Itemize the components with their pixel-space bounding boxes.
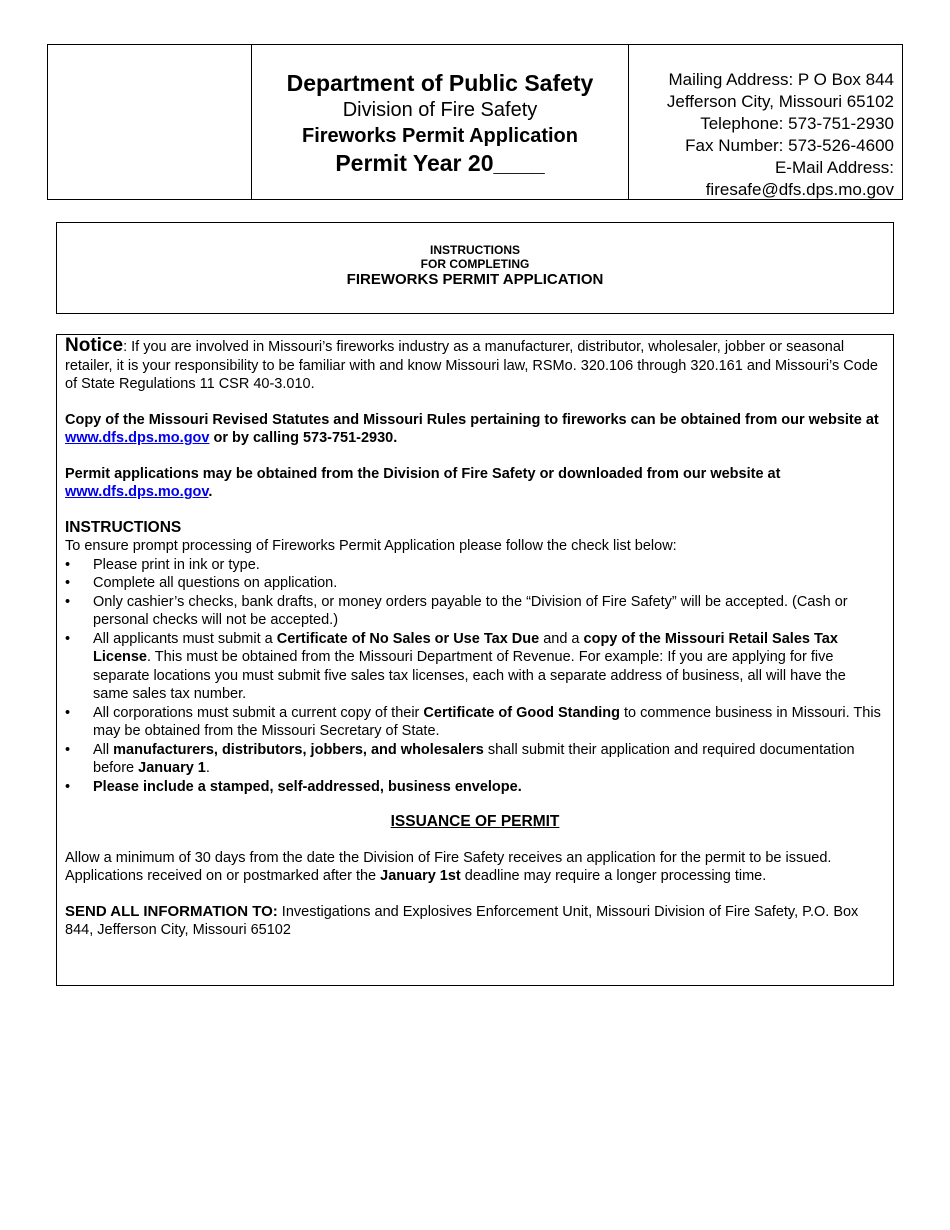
checklist bbox=[65, 556, 885, 797]
send-label: SEND ALL INFORMATION TO: bbox=[65, 902, 278, 920]
issuance-deadline: January 1st bbox=[380, 868, 461, 884]
list-item bbox=[65, 741, 885, 778]
email-address: firesafe@dfs.dps.mo.gov bbox=[705, 180, 894, 199]
form-title: Fireworks Permit Application bbox=[302, 125, 578, 147]
item-text: Only cashier’s checks, bank drafts, or money orders payable to the “Division of Fire Safety” will be accepted. (Cash or personal checks will not be accepted.) bbox=[93, 593, 848, 628]
item-emphasis: copy of the Missouri Retail Sales Tax License bbox=[93, 630, 838, 665]
list-item bbox=[65, 574, 885, 593]
item-text: . bbox=[205, 760, 210, 776]
website-link[interactable]: www.dfs.dps.mo.gov bbox=[65, 430, 210, 446]
item-emphasis: manufacturers, distributors, jobbers, and wholesalers bbox=[113, 741, 484, 758]
item-text: shall submit their application and required documentation before bbox=[93, 741, 855, 776]
list-item bbox=[65, 630, 885, 704]
item-text: Complete all questions on application. bbox=[93, 575, 338, 591]
notice-paragraph bbox=[65, 337, 885, 394]
issuance-paragraph bbox=[65, 849, 885, 886]
item-text: to commence business in Missouri. This may be obtained from the Missouri Secretary of State. bbox=[93, 704, 881, 739]
list-item bbox=[65, 593, 885, 630]
item-text: All corporations must submit a current copy of their bbox=[93, 704, 424, 721]
issuance-text-end: deadline may require a longer processing time. bbox=[460, 868, 767, 884]
notice-text: : If you are involved in Missouri’s fireworks industry as a manufacturer, distributor, wholesaler, jobber or seasonal retailer, it is your responsibility to be familiar with and know Missouri law, RSMo. 320.106 through 320.161 and Missouri’s Code of State Regulations 11 CSR 40-3.010. bbox=[65, 339, 878, 392]
item-text: Please print in ink or type. bbox=[93, 556, 260, 573]
copy-paragraph bbox=[65, 411, 885, 448]
item-emphasis: January 1 bbox=[138, 760, 206, 776]
bullet-icon: • bbox=[65, 593, 71, 610]
send-address: Investigations and Explosives Enforcement Unit, Missouri Division of Fire Safety, P.O. Box 844, Jefferson City, Missouri 65102 bbox=[65, 903, 859, 938]
bullet-icon: • bbox=[65, 704, 71, 721]
header-blank-cell bbox=[48, 45, 252, 199]
list-item bbox=[65, 778, 885, 797]
bullet-icon: • bbox=[65, 778, 71, 795]
item-text: All applicants must submit a bbox=[93, 630, 277, 647]
send-paragraph bbox=[65, 903, 885, 940]
instructions-intro: To ensure prompt processing of Fireworks Permit Application please follow the check list below: bbox=[65, 538, 677, 554]
item-text: . This must be obtained from the Missouri Department of Revenue. For example: If you are applying for five separate locations you must submit five sales tax licenses, each with a separate address of business, all will have the same sales tax number. bbox=[93, 649, 846, 702]
bullet-icon: • bbox=[65, 630, 71, 647]
permit-year: Permit Year 20____ bbox=[335, 150, 545, 176]
issuance-heading: ISSUANCE OF PERMIT bbox=[390, 813, 560, 830]
department-name: Department of Public Safety bbox=[286, 70, 594, 96]
email-label: E-Mail Address: bbox=[774, 158, 894, 177]
notice-label: Notice bbox=[65, 335, 124, 356]
list-item bbox=[65, 704, 885, 741]
fax-number: Fax Number: 573-526-4600 bbox=[685, 136, 894, 155]
city-state: Jefferson City, Missouri 65102 bbox=[666, 92, 894, 111]
header-title-cell bbox=[252, 45, 629, 199]
item-emphasis: Certificate of Good Standing bbox=[423, 704, 620, 721]
item-emphasis: Certificate of No Sales or Use Tax Due bbox=[276, 630, 540, 647]
website-link-2[interactable]: www.dfs.dps.mo.gov bbox=[65, 484, 209, 500]
instructions-heading: INSTRUCTIONS bbox=[65, 518, 182, 536]
item-text: All bbox=[93, 741, 114, 758]
copy-text: Copy of the Missouri Revised Statutes and Missouri Rules pertaining to fireworks can be obtained from our website at bbox=[65, 411, 879, 428]
title-line-3: FIREWORKS PERMIT APPLICATION bbox=[346, 271, 604, 288]
bullet-icon: • bbox=[65, 556, 71, 573]
instructions-title-box bbox=[56, 222, 894, 314]
list-item bbox=[65, 556, 885, 575]
header-table bbox=[47, 44, 903, 200]
item-emphasis: Please include a stamped, self-addressed, business envelope. bbox=[93, 778, 522, 795]
header-contact-cell bbox=[629, 45, 902, 199]
permit-period: . bbox=[208, 484, 213, 500]
permit-text: Permit applications may be obtained from the Division of Fire Safety or downloaded from our website at bbox=[65, 465, 781, 482]
copy-phone: or by calling 573-751-2930. bbox=[209, 430, 398, 446]
title-line-2: FOR COMPLETING bbox=[420, 257, 530, 271]
issuance-text: Allow a minimum of 30 days from the date the Division of Fire Safety receives an application for the permit to be issued. Applications received on or postmarked after the bbox=[65, 849, 832, 884]
bullet-icon: • bbox=[65, 741, 71, 758]
division-name: Division of Fire Safety bbox=[342, 99, 538, 121]
instructions-body bbox=[56, 334, 894, 986]
item-text: and a bbox=[539, 630, 584, 647]
permit-paragraph bbox=[65, 465, 885, 502]
bullet-icon: • bbox=[65, 575, 71, 591]
mailing-address: Mailing Address: P O Box 844 bbox=[668, 70, 894, 89]
telephone: Telephone: 573-751-2930 bbox=[700, 114, 894, 133]
title-line-1: INSTRUCTIONS bbox=[430, 243, 520, 257]
